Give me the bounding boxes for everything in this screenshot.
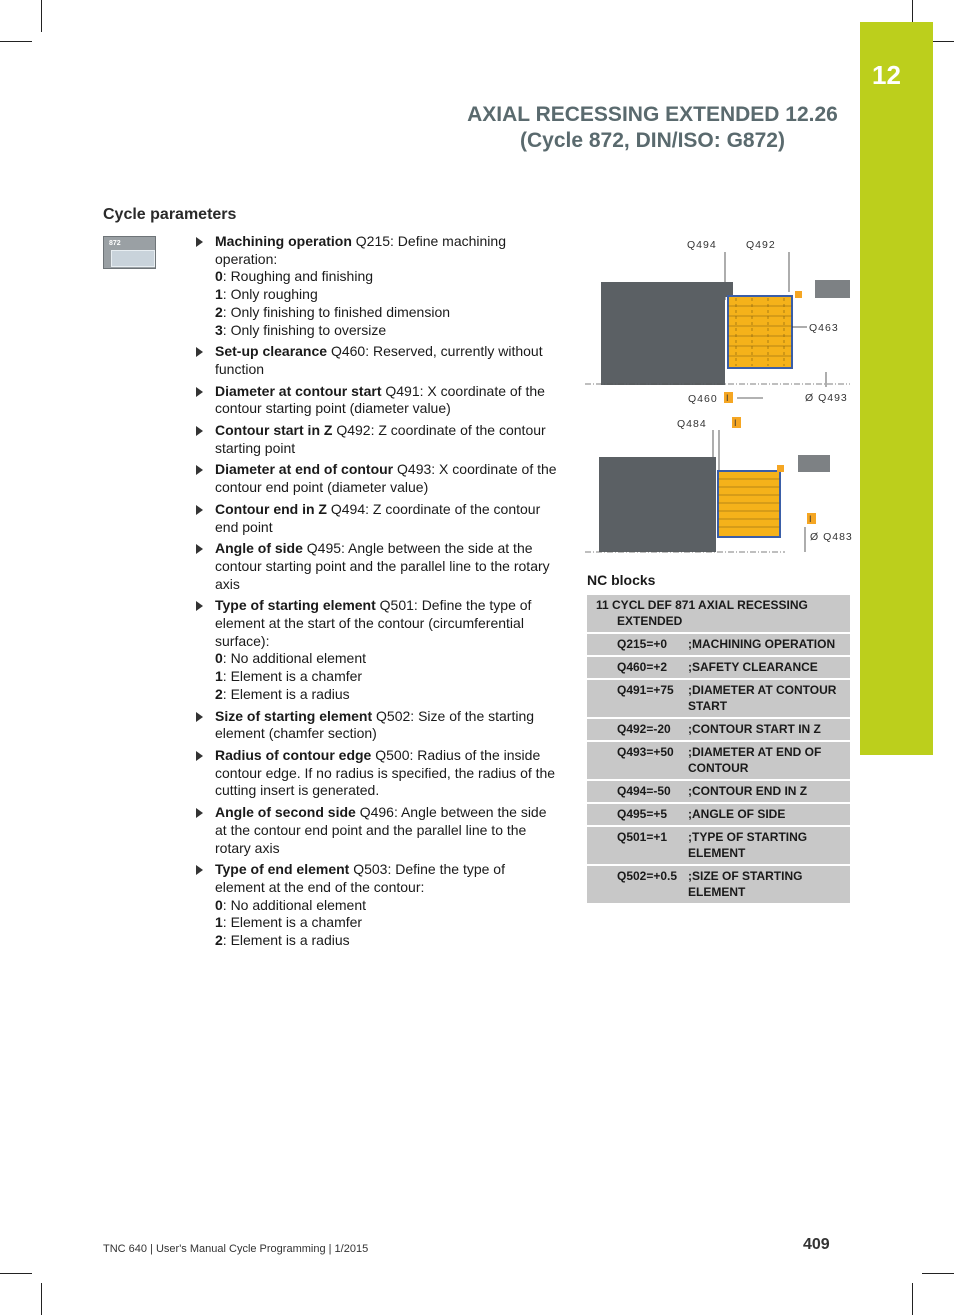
param-name: Radius of contour edge <box>215 746 372 763</box>
bullet-arrow-icon <box>196 601 203 611</box>
option-value: 2 <box>215 685 223 702</box>
nc-code: Q460=+2 <box>617 660 668 674</box>
option-text: : Element is a chamfer <box>222 668 363 685</box>
page-title-line1: AXIAL RECESSING EXTENDED 12.26 <box>467 103 838 126</box>
nc-comment: ;CONTOUR END IN Z <box>688 784 808 798</box>
crop-mark <box>922 1273 954 1274</box>
param-item <box>196 597 558 703</box>
param-item <box>196 861 558 950</box>
bullet-arrow-icon <box>196 712 203 722</box>
material-block <box>728 296 792 368</box>
param-desc: Q501: Define the type of element at the start of the contour (circumferential surface): <box>215 597 532 649</box>
param-name: Angle of second side <box>215 804 356 821</box>
param-option <box>215 914 558 932</box>
option-text: : Roughing and finishing <box>222 268 374 285</box>
option-value: 1 <box>215 286 223 303</box>
param-option <box>215 932 558 950</box>
stock-edge-lower <box>798 455 830 472</box>
bullet-arrow-icon <box>196 387 203 397</box>
nc-row <box>587 866 850 905</box>
nc-blocks-title: NC blocks <box>587 572 656 588</box>
nc-row-head: 11 CYCL DEF 871 AXIAL RECESSING EXTENDED <box>587 595 850 634</box>
bullet-arrow-icon <box>196 808 203 818</box>
parameter-list <box>196 233 558 954</box>
label-q484: Q484 <box>677 418 707 430</box>
cycle-diagram <box>585 232 855 562</box>
param-desc: Q496: Angle between the side at the contour end point and the parallel line to the rotary axis <box>215 804 547 856</box>
nc-code: Q501=+1 <box>617 830 668 844</box>
option-value: 2 <box>215 303 223 320</box>
param-name: Diameter at end of contour <box>215 461 394 478</box>
nc-code: Q491=+75 <box>617 683 674 697</box>
option-text: : No additional element <box>222 650 366 667</box>
nc-row <box>587 657 850 680</box>
option-value: 2 <box>215 932 223 949</box>
nc-comment: ;MACHINING OPERATION <box>688 637 836 651</box>
nc-comment: ;SIZE OF STARTING ELEMENT <box>688 869 803 899</box>
param-option <box>215 897 558 915</box>
nc-comment: ;SAFETY CLEARANCE <box>688 660 818 674</box>
crop-mark <box>912 1283 913 1315</box>
param-item <box>196 747 558 800</box>
crop-mark <box>41 0 42 32</box>
param-name: Type of end element <box>215 861 350 878</box>
crop-mark <box>0 1273 32 1274</box>
crop-mark <box>41 1283 42 1315</box>
page-title-line2: (Cycle 872, DIN/ISO: G872) <box>520 129 785 152</box>
softkey-label: 872 <box>109 240 121 247</box>
marker-label: I <box>734 418 737 428</box>
softkey-872[interactable] <box>103 236 156 269</box>
label-q493: Ø Q493 <box>805 392 848 404</box>
bullet-arrow-icon <box>196 751 203 761</box>
nc-comment: ;ANGLE OF SIDE <box>688 807 786 821</box>
nc-comment: ;DIAMETER AT CONTOUR START <box>688 683 837 713</box>
option-value: 0 <box>215 268 223 285</box>
page-title <box>400 102 905 154</box>
nc-comment: ;DIAMETER AT END OF CONTOUR <box>688 745 822 775</box>
nc-code: Q495=+5 <box>617 807 668 821</box>
param-item <box>196 383 558 418</box>
nc-row <box>587 680 850 719</box>
page-number: 409 <box>803 1236 830 1253</box>
param-desc: Q500: Radius of the inside contour edge. If no radius is specified, the radius of the cutting insert is generated. <box>215 746 556 799</box>
param-item <box>196 804 558 857</box>
nc-code: Q215=+0 <box>617 637 668 651</box>
param-option <box>215 668 558 686</box>
param-name: Contour start in Z <box>215 422 333 439</box>
param-option <box>215 322 558 340</box>
nc-comment: ;CONTOUR START IN Z <box>688 722 821 736</box>
stock-edge <box>815 280 850 298</box>
param-desc: Q215: Define machining operation: <box>215 233 506 267</box>
stock-body-lower <box>599 457 716 552</box>
bullet-arrow-icon <box>196 426 203 436</box>
param-desc: Q503: Define the type of element at the end of the contour: <box>215 861 505 895</box>
param-name: Contour end in Z <box>215 500 327 517</box>
bullet-arrow-icon <box>196 505 203 515</box>
param-option <box>215 650 558 668</box>
param-item <box>196 461 558 496</box>
param-desc: Q493: X coordinate of the contour end point (diameter value) <box>215 461 557 496</box>
param-desc: Q492: Z coordinate of the contour starting point <box>215 422 546 456</box>
param-option <box>215 286 558 304</box>
option-text: : Only finishing to finished dimension <box>222 303 451 320</box>
nc-code: Q492=-20 <box>617 722 671 736</box>
label-q494: Q494 <box>687 239 717 251</box>
nc-row <box>587 634 850 657</box>
label-q463: Q463 <box>809 322 839 334</box>
nc-code: Q494=-50 <box>617 784 671 798</box>
param-option <box>215 268 558 286</box>
option-text: : Element is a radius <box>222 932 350 949</box>
param-name: Size of starting element <box>215 707 373 724</box>
param-desc: Q495: Angle between the side at the contour starting point and the parallel line to the rotary axis <box>215 540 550 592</box>
nc-row <box>587 804 850 827</box>
option-text: : Element is a chamfer <box>222 914 363 931</box>
crop-mark <box>912 0 913 22</box>
nc-row <box>587 719 850 742</box>
option-text: : Only finishing to oversize <box>222 321 387 338</box>
nc-blocks-table <box>587 595 850 905</box>
crop-mark <box>0 41 32 42</box>
param-item <box>196 233 558 339</box>
param-name: Set-up clearance <box>215 343 328 360</box>
param-desc: Q502: Size of the starting element (chamfer section) <box>215 707 535 742</box>
param-name: Diameter at contour start <box>215 382 382 399</box>
param-desc: Q494: Z coordinate of the contour end point <box>215 500 541 535</box>
param-item <box>196 343 558 378</box>
bullet-arrow-icon <box>196 465 203 475</box>
option-text: : No additional element <box>222 896 366 913</box>
bullet-arrow-icon <box>196 544 203 554</box>
nc-code: Q493=+50 <box>617 745 674 759</box>
bullet-arrow-icon <box>196 347 203 357</box>
marker-label: I <box>726 393 729 403</box>
option-value: 3 <box>215 321 223 338</box>
param-desc: Q460: Reserved, currently without function <box>215 343 543 377</box>
start-marker <box>795 291 802 298</box>
param-item <box>196 540 558 593</box>
param-option <box>215 304 558 322</box>
param-name: Machining operation <box>215 233 352 249</box>
stock-body <box>601 282 725 385</box>
bullet-arrow-icon <box>196 865 203 875</box>
option-value: 0 <box>215 896 223 913</box>
option-text: : Only roughing <box>222 286 318 303</box>
stock-shoulder <box>725 282 733 297</box>
softkey-image <box>111 250 155 267</box>
nc-comment: ;TYPE OF STARTING ELEMENT <box>688 830 808 860</box>
param-item <box>196 422 558 457</box>
option-text: : Element is a radius <box>222 685 350 702</box>
nc-row <box>587 827 850 866</box>
nc-code: Q502=+0.5 <box>617 869 678 883</box>
option-value: 0 <box>215 650 223 667</box>
nc-row <box>587 742 850 781</box>
option-value: 1 <box>215 914 223 931</box>
section-title: Cycle parameters <box>103 206 237 223</box>
param-option <box>215 686 558 704</box>
option-value: 1 <box>215 668 223 685</box>
label-q492: Q492 <box>746 239 776 251</box>
param-name: Type of starting element <box>215 597 376 614</box>
label-q460: Q460 <box>688 393 718 405</box>
marker-label: I <box>809 514 812 524</box>
param-item <box>196 501 558 536</box>
start-marker-lower <box>777 465 784 472</box>
nc-row <box>587 781 850 804</box>
param-item <box>196 708 558 743</box>
footer-text: TNC 640 | User's Manual Cycle Programming | 1/2015 <box>103 1243 369 1255</box>
param-desc: Q491: X coordinate of the contour starting point (diameter value) <box>215 382 545 417</box>
param-name: Angle of side <box>215 540 303 557</box>
chapter-number: 12 <box>872 60 901 90</box>
bullet-arrow-icon <box>196 237 203 247</box>
label-q483: Ø Q483 <box>810 531 853 543</box>
